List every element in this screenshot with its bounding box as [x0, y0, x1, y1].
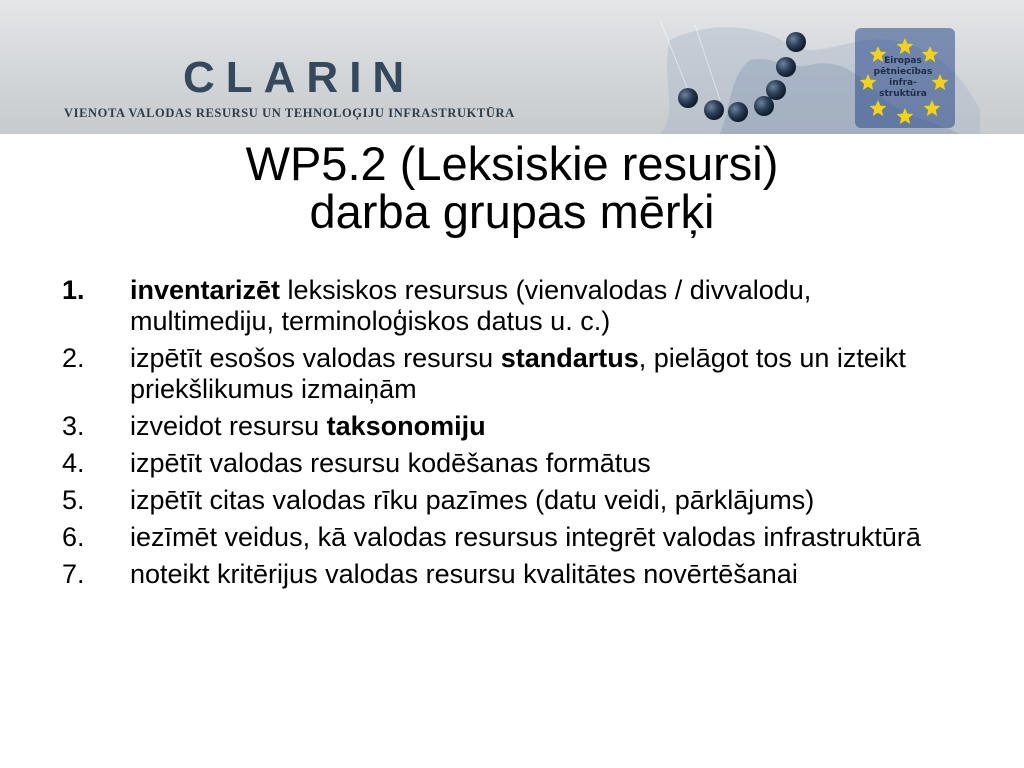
goal-text: noteikt kritērijus valodas resursu kvalitātes novērtēšanai	[130, 559, 798, 589]
goal-text: izpētīt citas valodas rīku pazīmes (datu veidi, pārklājums)	[130, 485, 815, 515]
goal-text: iezīmēt veidus, kā valodas resursus integrēt valodas infrastruktūrā	[130, 522, 921, 552]
header-banner	[0, 0, 1024, 134]
goals-list	[62, 275, 962, 596]
eu-badge-line: struktūra	[879, 89, 927, 99]
goal-text: izveidot resursu	[130, 411, 327, 441]
list-number: 1.	[62, 275, 85, 305]
list-item	[62, 411, 962, 442]
list-item	[62, 343, 962, 405]
list-number: 7.	[62, 559, 85, 589]
goal-keyword: inventarizēt	[130, 275, 281, 305]
list-item	[62, 559, 962, 590]
eu-badge-text	[866, 56, 940, 100]
goal-text: izpētīt esošos valodas resursu	[130, 343, 501, 373]
goal-text: leksiskos resursus (vienvalodas / divvalodu, multimediju, terminoloģiskos datus u. c.)	[130, 275, 812, 336]
list-item	[62, 485, 962, 516]
slide-title-line-2: darba grupas mērķi	[309, 185, 715, 238]
list-number: 5.	[62, 485, 85, 515]
list-number: 4.	[62, 448, 85, 478]
logo-tagline: VIENOTA VALODAS RESURSU UN TEHNOLOĢIJU INFRASTRUKTŪRA	[64, 106, 515, 120]
eu-badge-line: pētniecības	[873, 67, 933, 77]
list-item	[62, 522, 962, 553]
list-number: 6.	[62, 522, 85, 552]
slide-title-line-1: WP5.2 (Leksiskie resursi)	[245, 137, 779, 190]
clarin-logo: CLARIN	[183, 53, 416, 102]
goal-text: izpētīt valodas resursu kodēšanas formātus	[130, 448, 651, 478]
slide-title	[0, 137, 1024, 238]
goal-keyword: taksonomiju	[326, 411, 486, 441]
list-item	[62, 275, 962, 337]
list-number: 2.	[62, 343, 85, 373]
list-item	[62, 448, 962, 479]
eu-badge-line: infra-	[889, 78, 917, 88]
europe-map-graphic	[600, 0, 1024, 134]
list-number: 3.	[62, 411, 85, 441]
goal-keyword: standartus	[500, 343, 639, 373]
goal-text: , pielāgot tos un izteikt priekšlikumus izmaiņām	[130, 343, 906, 404]
eu-badge-line: Eiropas	[884, 56, 922, 66]
